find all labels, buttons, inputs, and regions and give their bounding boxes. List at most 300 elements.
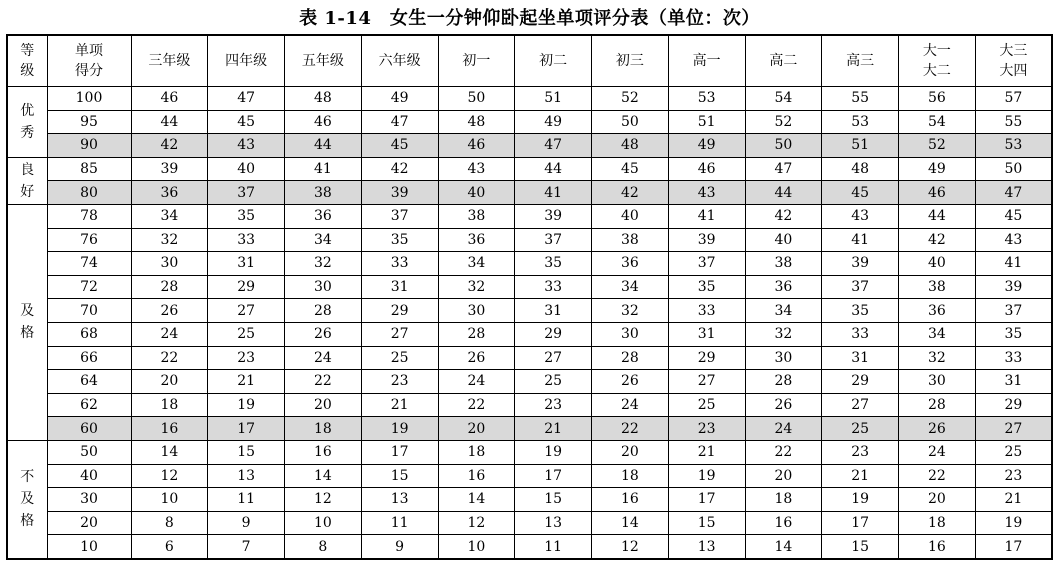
value-cell: 39 <box>975 275 1052 299</box>
value-cell: 32 <box>745 322 822 346</box>
value-cell: 51 <box>822 134 899 158</box>
value-cell: 23 <box>515 393 592 417</box>
score-cell: 20 <box>47 511 131 535</box>
value-cell: 44 <box>285 134 362 158</box>
value-cell: 30 <box>899 370 976 394</box>
value-cell: 50 <box>975 157 1052 181</box>
value-cell: 53 <box>975 134 1052 158</box>
table-row <box>7 275 1052 299</box>
value-cell: 28 <box>285 299 362 323</box>
value-cell: 20 <box>745 464 822 488</box>
value-cell: 48 <box>592 134 669 158</box>
header-level <box>7 35 47 87</box>
table-title: 表 1-14 女生一分钟仰卧起坐单项评分表（单位：次） <box>299 8 760 29</box>
score-cell: 72 <box>47 275 131 299</box>
value-cell: 15 <box>822 535 899 559</box>
value-cell: 17 <box>361 440 438 464</box>
value-cell: 24 <box>899 440 976 464</box>
value-cell: 54 <box>745 87 822 111</box>
score-cell: 78 <box>47 204 131 228</box>
value-cell: 50 <box>438 87 515 111</box>
value-cell: 26 <box>131 299 208 323</box>
value-cell: 31 <box>668 322 745 346</box>
value-cell: 47 <box>208 87 285 111</box>
value-cell: 18 <box>438 440 515 464</box>
header-row <box>7 35 1052 87</box>
score-cell: 64 <box>47 370 131 394</box>
value-cell: 25 <box>975 440 1052 464</box>
table-row <box>7 511 1052 535</box>
header-grade-text: 三年级 <box>148 53 191 69</box>
value-cell: 42 <box>131 134 208 158</box>
header-grade <box>515 35 592 87</box>
table-row <box>7 228 1052 252</box>
level-text: 不 <box>20 469 35 486</box>
value-cell: 32 <box>592 299 669 323</box>
value-cell: 53 <box>668 87 745 111</box>
table-body <box>7 87 1052 559</box>
value-cell: 39 <box>668 228 745 252</box>
value-cell: 52 <box>745 110 822 134</box>
value-cell: 28 <box>131 275 208 299</box>
value-cell: 28 <box>592 346 669 370</box>
value-cell: 53 <box>822 110 899 134</box>
value-cell: 44 <box>899 204 976 228</box>
value-cell: 34 <box>285 228 362 252</box>
score-cell: 30 <box>47 488 131 512</box>
value-cell: 16 <box>438 464 515 488</box>
value-cell: 16 <box>285 440 362 464</box>
value-cell: 15 <box>668 511 745 535</box>
table-row <box>7 181 1052 205</box>
score-cell: 68 <box>47 322 131 346</box>
value-cell: 45 <box>975 204 1052 228</box>
score-cell: 50 <box>47 440 131 464</box>
value-cell: 8 <box>285 535 362 559</box>
value-cell: 31 <box>208 252 285 276</box>
value-cell: 19 <box>822 488 899 512</box>
value-cell: 24 <box>745 417 822 441</box>
value-cell: 28 <box>745 370 822 394</box>
header-grade <box>131 35 208 87</box>
value-cell: 33 <box>668 299 745 323</box>
value-cell: 38 <box>438 204 515 228</box>
level-text: 格 <box>20 513 35 530</box>
value-cell: 28 <box>899 393 976 417</box>
value-cell: 27 <box>822 393 899 417</box>
value-cell: 15 <box>515 488 592 512</box>
value-cell: 11 <box>361 511 438 535</box>
table-row <box>7 370 1052 394</box>
value-cell: 37 <box>515 228 592 252</box>
value-cell: 9 <box>361 535 438 559</box>
value-cell: 35 <box>515 252 592 276</box>
table-row <box>7 157 1052 181</box>
value-cell: 43 <box>822 204 899 228</box>
value-cell: 20 <box>285 393 362 417</box>
value-cell: 10 <box>438 535 515 559</box>
table-row <box>7 87 1052 111</box>
value-cell: 35 <box>822 299 899 323</box>
value-cell: 38 <box>745 252 822 276</box>
header-grade <box>668 35 745 87</box>
value-cell: 20 <box>899 488 976 512</box>
value-cell: 24 <box>131 322 208 346</box>
value-cell: 30 <box>592 322 669 346</box>
value-cell: 40 <box>438 181 515 205</box>
value-cell: 44 <box>745 181 822 205</box>
value-cell: 29 <box>361 299 438 323</box>
value-cell: 47 <box>745 157 822 181</box>
value-cell: 17 <box>668 488 745 512</box>
value-cell: 19 <box>361 417 438 441</box>
value-cell: 49 <box>668 134 745 158</box>
header-grade-text: 大一 <box>922 43 951 59</box>
table-row <box>7 299 1052 323</box>
value-cell: 18 <box>285 417 362 441</box>
value-cell: 31 <box>822 346 899 370</box>
value-cell: 51 <box>515 87 592 111</box>
value-cell: 48 <box>822 157 899 181</box>
value-cell: 26 <box>438 346 515 370</box>
value-cell: 30 <box>285 275 362 299</box>
level-text: 及 <box>20 303 35 320</box>
value-cell: 31 <box>361 275 438 299</box>
score-cell: 10 <box>47 535 131 559</box>
value-cell: 25 <box>515 370 592 394</box>
value-cell: 43 <box>668 181 745 205</box>
value-cell: 34 <box>438 252 515 276</box>
value-cell: 49 <box>899 157 976 181</box>
header-grade-text: 四年级 <box>225 53 268 69</box>
header-grade-text: 高三 <box>846 53 875 69</box>
value-cell: 11 <box>515 535 592 559</box>
score-cell: 74 <box>47 252 131 276</box>
value-cell: 43 <box>975 228 1052 252</box>
value-cell: 33 <box>208 228 285 252</box>
value-cell: 45 <box>361 134 438 158</box>
value-cell: 36 <box>438 228 515 252</box>
score-cell: 76 <box>47 228 131 252</box>
value-cell: 18 <box>131 393 208 417</box>
value-cell: 22 <box>131 346 208 370</box>
value-cell: 39 <box>822 252 899 276</box>
value-cell: 26 <box>285 322 362 346</box>
value-cell: 19 <box>668 464 745 488</box>
value-cell: 26 <box>592 370 669 394</box>
value-cell: 43 <box>208 134 285 158</box>
value-cell: 7 <box>208 535 285 559</box>
value-cell: 47 <box>975 181 1052 205</box>
value-cell: 17 <box>515 464 592 488</box>
value-cell: 27 <box>361 322 438 346</box>
value-cell: 22 <box>438 393 515 417</box>
score-cell: 100 <box>47 87 131 111</box>
value-cell: 33 <box>975 346 1052 370</box>
value-cell: 14 <box>285 464 362 488</box>
value-cell: 42 <box>899 228 976 252</box>
value-cell: 42 <box>361 157 438 181</box>
value-cell: 27 <box>975 417 1052 441</box>
header-grade <box>361 35 438 87</box>
value-cell: 20 <box>131 370 208 394</box>
value-cell: 23 <box>822 440 899 464</box>
score-cell: 85 <box>47 157 131 181</box>
value-cell: 32 <box>131 228 208 252</box>
header-grade <box>592 35 669 87</box>
level-text: 及 <box>20 491 35 508</box>
value-cell: 37 <box>822 275 899 299</box>
value-cell: 12 <box>438 511 515 535</box>
header-grade <box>745 35 822 87</box>
value-cell: 22 <box>285 370 362 394</box>
value-cell: 24 <box>285 346 362 370</box>
value-cell: 41 <box>515 181 592 205</box>
value-cell: 11 <box>208 488 285 512</box>
value-cell: 27 <box>515 346 592 370</box>
value-cell: 15 <box>208 440 285 464</box>
value-cell: 35 <box>668 275 745 299</box>
value-cell: 47 <box>515 134 592 158</box>
value-cell: 28 <box>438 322 515 346</box>
value-cell: 33 <box>822 322 899 346</box>
value-cell: 19 <box>975 511 1052 535</box>
value-cell: 8 <box>131 511 208 535</box>
value-cell: 38 <box>285 181 362 205</box>
header-grade-text: 初一 <box>462 53 491 69</box>
value-cell: 14 <box>131 440 208 464</box>
value-cell: 16 <box>899 535 976 559</box>
header-score-text: 得分 <box>75 63 103 79</box>
table-row <box>7 535 1052 559</box>
value-cell: 27 <box>668 370 745 394</box>
value-cell: 12 <box>285 488 362 512</box>
value-cell: 44 <box>515 157 592 181</box>
value-cell: 17 <box>822 511 899 535</box>
value-cell: 46 <box>438 134 515 158</box>
value-cell: 36 <box>899 299 976 323</box>
value-cell: 10 <box>285 511 362 535</box>
score-cell: 70 <box>47 299 131 323</box>
value-cell: 48 <box>438 110 515 134</box>
table-row <box>7 417 1052 441</box>
value-cell: 16 <box>592 488 669 512</box>
value-cell: 38 <box>899 275 976 299</box>
level-text: 良 <box>20 161 35 178</box>
value-cell: 13 <box>208 464 285 488</box>
score-cell: 66 <box>47 346 131 370</box>
value-cell: 6 <box>131 535 208 559</box>
value-cell: 21 <box>975 488 1052 512</box>
header-grade-text: 大四 <box>999 63 1028 79</box>
value-cell: 41 <box>285 157 362 181</box>
value-cell: 37 <box>361 204 438 228</box>
value-cell: 33 <box>361 252 438 276</box>
value-cell: 34 <box>131 204 208 228</box>
value-cell: 13 <box>361 488 438 512</box>
value-cell: 35 <box>208 204 285 228</box>
value-cell: 26 <box>745 393 822 417</box>
table-row <box>7 346 1052 370</box>
value-cell: 35 <box>975 322 1052 346</box>
header-grade <box>822 35 899 87</box>
header-grade-text: 初三 <box>615 53 644 69</box>
value-cell: 41 <box>975 252 1052 276</box>
value-cell: 12 <box>131 464 208 488</box>
level-text: 好 <box>20 183 35 200</box>
table-row <box>7 464 1052 488</box>
score-cell: 60 <box>47 417 131 441</box>
value-cell: 12 <box>592 535 669 559</box>
table-row <box>7 252 1052 276</box>
value-cell: 45 <box>592 157 669 181</box>
value-cell: 35 <box>361 228 438 252</box>
level-text: 优 <box>20 102 35 119</box>
value-cell: 50 <box>592 110 669 134</box>
header-grade-text: 高一 <box>692 53 721 69</box>
level-cell <box>7 87 47 158</box>
value-cell: 21 <box>668 440 745 464</box>
value-cell: 23 <box>208 346 285 370</box>
value-cell: 20 <box>438 417 515 441</box>
value-cell: 49 <box>361 87 438 111</box>
score-cell: 40 <box>47 464 131 488</box>
value-cell: 48 <box>285 87 362 111</box>
value-cell: 14 <box>438 488 515 512</box>
value-cell: 55 <box>975 110 1052 134</box>
value-cell: 55 <box>822 87 899 111</box>
value-cell: 13 <box>668 535 745 559</box>
value-cell: 32 <box>285 252 362 276</box>
value-cell: 42 <box>745 204 822 228</box>
header-grade-text: 大二 <box>922 63 951 79</box>
value-cell: 18 <box>899 511 976 535</box>
value-cell: 52 <box>592 87 669 111</box>
value-cell: 25 <box>668 393 745 417</box>
value-cell: 38 <box>592 228 669 252</box>
value-cell: 22 <box>899 464 976 488</box>
value-cell: 26 <box>899 417 976 441</box>
header-grade <box>899 35 976 87</box>
value-cell: 54 <box>899 110 976 134</box>
table-row <box>7 440 1052 464</box>
value-cell: 16 <box>745 511 822 535</box>
value-cell: 29 <box>208 275 285 299</box>
value-cell: 22 <box>745 440 822 464</box>
value-cell: 21 <box>208 370 285 394</box>
value-cell: 46 <box>285 110 362 134</box>
score-cell: 62 <box>47 393 131 417</box>
table-row <box>7 134 1052 158</box>
value-cell: 51 <box>668 110 745 134</box>
value-cell: 43 <box>438 157 515 181</box>
value-cell: 36 <box>745 275 822 299</box>
value-cell: 39 <box>515 204 592 228</box>
table-row <box>7 204 1052 228</box>
score-cell: 90 <box>47 134 131 158</box>
value-cell: 40 <box>592 204 669 228</box>
value-cell: 50 <box>745 134 822 158</box>
level-cell <box>7 204 47 440</box>
value-cell: 23 <box>975 464 1052 488</box>
value-cell: 24 <box>438 370 515 394</box>
value-cell: 14 <box>592 511 669 535</box>
header-grade-text: 六年级 <box>378 53 421 69</box>
value-cell: 34 <box>592 275 669 299</box>
header-grade <box>208 35 285 87</box>
value-cell: 25 <box>822 417 899 441</box>
value-cell: 31 <box>975 370 1052 394</box>
value-cell: 9 <box>208 511 285 535</box>
value-cell: 39 <box>361 181 438 205</box>
header-grade-text: 五年级 <box>301 53 344 69</box>
header-grade <box>438 35 515 87</box>
value-cell: 49 <box>515 110 592 134</box>
value-cell: 52 <box>899 134 976 158</box>
header-score <box>47 35 131 87</box>
value-cell: 41 <box>822 228 899 252</box>
level-text: 格 <box>20 325 35 342</box>
value-cell: 29 <box>822 370 899 394</box>
value-cell: 14 <box>745 535 822 559</box>
header-grade <box>285 35 362 87</box>
value-cell: 20 <box>592 440 669 464</box>
value-cell: 32 <box>438 275 515 299</box>
value-cell: 18 <box>592 464 669 488</box>
value-cell: 40 <box>899 252 976 276</box>
table-row <box>7 322 1052 346</box>
score-cell: 95 <box>47 110 131 134</box>
table-row <box>7 393 1052 417</box>
value-cell: 15 <box>361 464 438 488</box>
header-grade-text: 初二 <box>539 53 568 69</box>
value-cell: 40 <box>208 157 285 181</box>
value-cell: 37 <box>668 252 745 276</box>
value-cell: 21 <box>361 393 438 417</box>
value-cell: 16 <box>131 417 208 441</box>
value-cell: 25 <box>361 346 438 370</box>
value-cell: 21 <box>822 464 899 488</box>
value-cell: 27 <box>208 299 285 323</box>
value-cell: 30 <box>745 346 822 370</box>
score-table <box>6 34 1053 560</box>
header-score-text: 单项 <box>75 43 103 59</box>
value-cell: 45 <box>208 110 285 134</box>
value-cell: 56 <box>899 87 976 111</box>
value-cell: 23 <box>361 370 438 394</box>
score-cell: 80 <box>47 181 131 205</box>
value-cell: 33 <box>515 275 592 299</box>
header-level-text: 级 <box>20 63 35 79</box>
value-cell: 18 <box>745 488 822 512</box>
table-row <box>7 110 1052 134</box>
value-cell: 57 <box>975 87 1052 111</box>
level-cell <box>7 157 47 204</box>
value-cell: 36 <box>285 204 362 228</box>
level-text: 秀 <box>20 124 35 141</box>
value-cell: 47 <box>361 110 438 134</box>
value-cell: 24 <box>592 393 669 417</box>
value-cell: 10 <box>131 488 208 512</box>
value-cell: 29 <box>975 393 1052 417</box>
header-grade-text: 大三 <box>999 43 1028 59</box>
header-grade-text: 高二 <box>769 53 798 69</box>
value-cell: 25 <box>208 322 285 346</box>
level-cell <box>7 440 47 558</box>
value-cell: 46 <box>131 87 208 111</box>
value-cell: 34 <box>899 322 976 346</box>
header-level-text: 等 <box>20 43 35 59</box>
